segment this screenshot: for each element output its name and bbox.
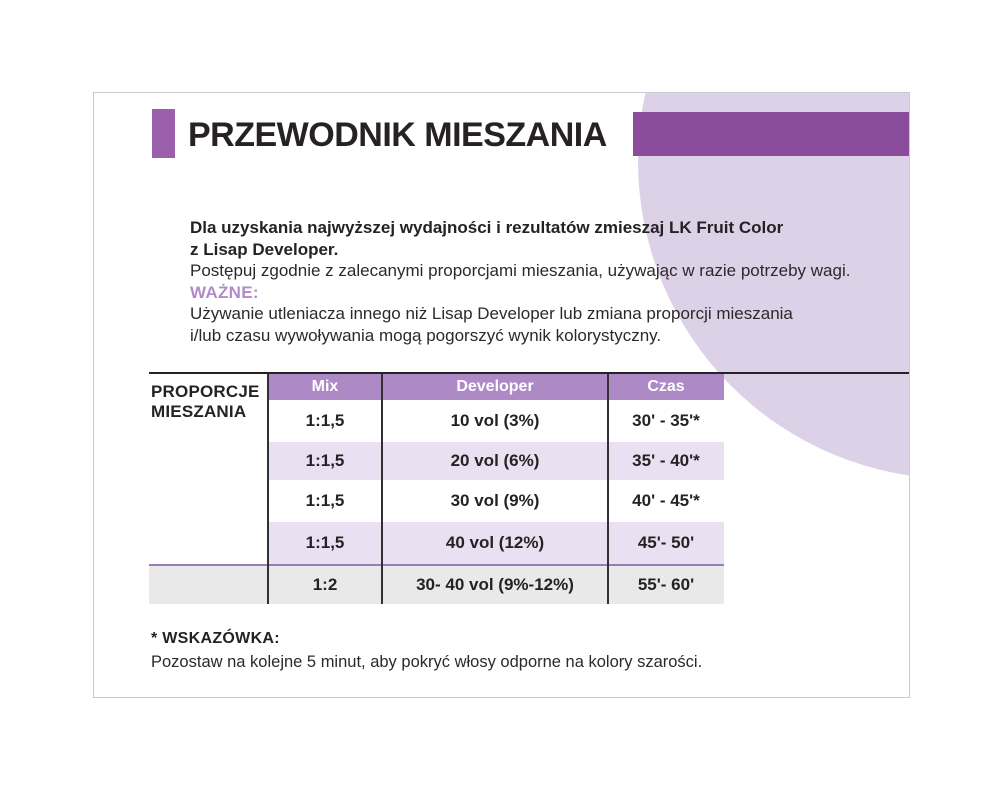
cell-developer: 30- 40 vol (9%-12%) [416, 575, 574, 594]
cell-mix: 1:1,5 [305, 411, 345, 430]
side-label-line-1: PROPORCJE [151, 382, 260, 401]
header-cell-mix: Mix [311, 378, 339, 395]
intro-line-2: Używanie utleniacza innego niż Lisap Developer lub zmiana proporcji mieszania [190, 304, 793, 323]
table-row [268, 522, 724, 564]
cell-developer: 10 vol (3%) [450, 411, 540, 430]
cell-mix: 1:1,5 [305, 533, 345, 552]
intro-line-3: i/lub czasu wywoływania mogą pogorszyć wynik kolorystyczny. [190, 325, 662, 345]
table-column-divider [267, 374, 269, 604]
table-row [149, 566, 724, 604]
intro-bold-line-1: Dla uzyskania najwyższej wydajności i rezultatów zmieszaj LK Fruit Color [190, 218, 784, 237]
cell-developer: 20 vol (6%) [450, 451, 540, 470]
title-accent-bar [633, 112, 910, 156]
intro-bold-line-2: z Lisap Developer. [190, 239, 339, 259]
table-purple-divider [149, 564, 724, 566]
table-top-border [149, 372, 909, 374]
cell-mix: 1:2 [312, 575, 338, 594]
cell-czas: 35' - 40'* [632, 451, 700, 470]
header-cell-czas: Czas [647, 378, 685, 395]
table-column-divider [607, 374, 609, 604]
table-row [268, 480, 724, 522]
cell-czas: 45'- 50' [637, 533, 695, 552]
table-side-label [151, 382, 260, 422]
cell-spacer [149, 566, 268, 604]
cell-mix: 1:1,5 [305, 491, 345, 510]
cell-mix: 1:1,5 [305, 451, 345, 470]
intro-paragraph [190, 217, 850, 346]
side-label-line-2: MIESZANIA [151, 402, 247, 421]
table-column-divider [381, 374, 383, 604]
header-cell-developer: Developer [456, 378, 534, 395]
table-header-row [268, 374, 724, 400]
cell-developer: 30 vol (9%) [450, 491, 540, 510]
cell-developer: 40 vol (12%) [445, 533, 545, 552]
page-title: PRZEWODNIK MIESZANIA [188, 116, 607, 154]
table-row [268, 400, 724, 442]
footnote-text: Pozostaw na kolejne 5 minut, aby pokryć włosy odporne na kolory szarości. [151, 653, 703, 671]
cell-czas: 40' - 45'* [632, 491, 700, 510]
important-label: WAŻNE: [190, 282, 259, 302]
intro-line-1: Postępuj zgodnie z zalecanymi proporcjami mieszania, używając w razie potrzeby wagi. [190, 261, 851, 280]
footnote-label: * WSKAZÓWKA: [151, 630, 280, 647]
table-row [268, 442, 724, 480]
cell-czas: 30' - 35'* [632, 411, 700, 430]
guide-card [93, 92, 910, 698]
title-accent-rect [152, 109, 175, 158]
cell-czas: 55'- 60' [637, 575, 695, 594]
